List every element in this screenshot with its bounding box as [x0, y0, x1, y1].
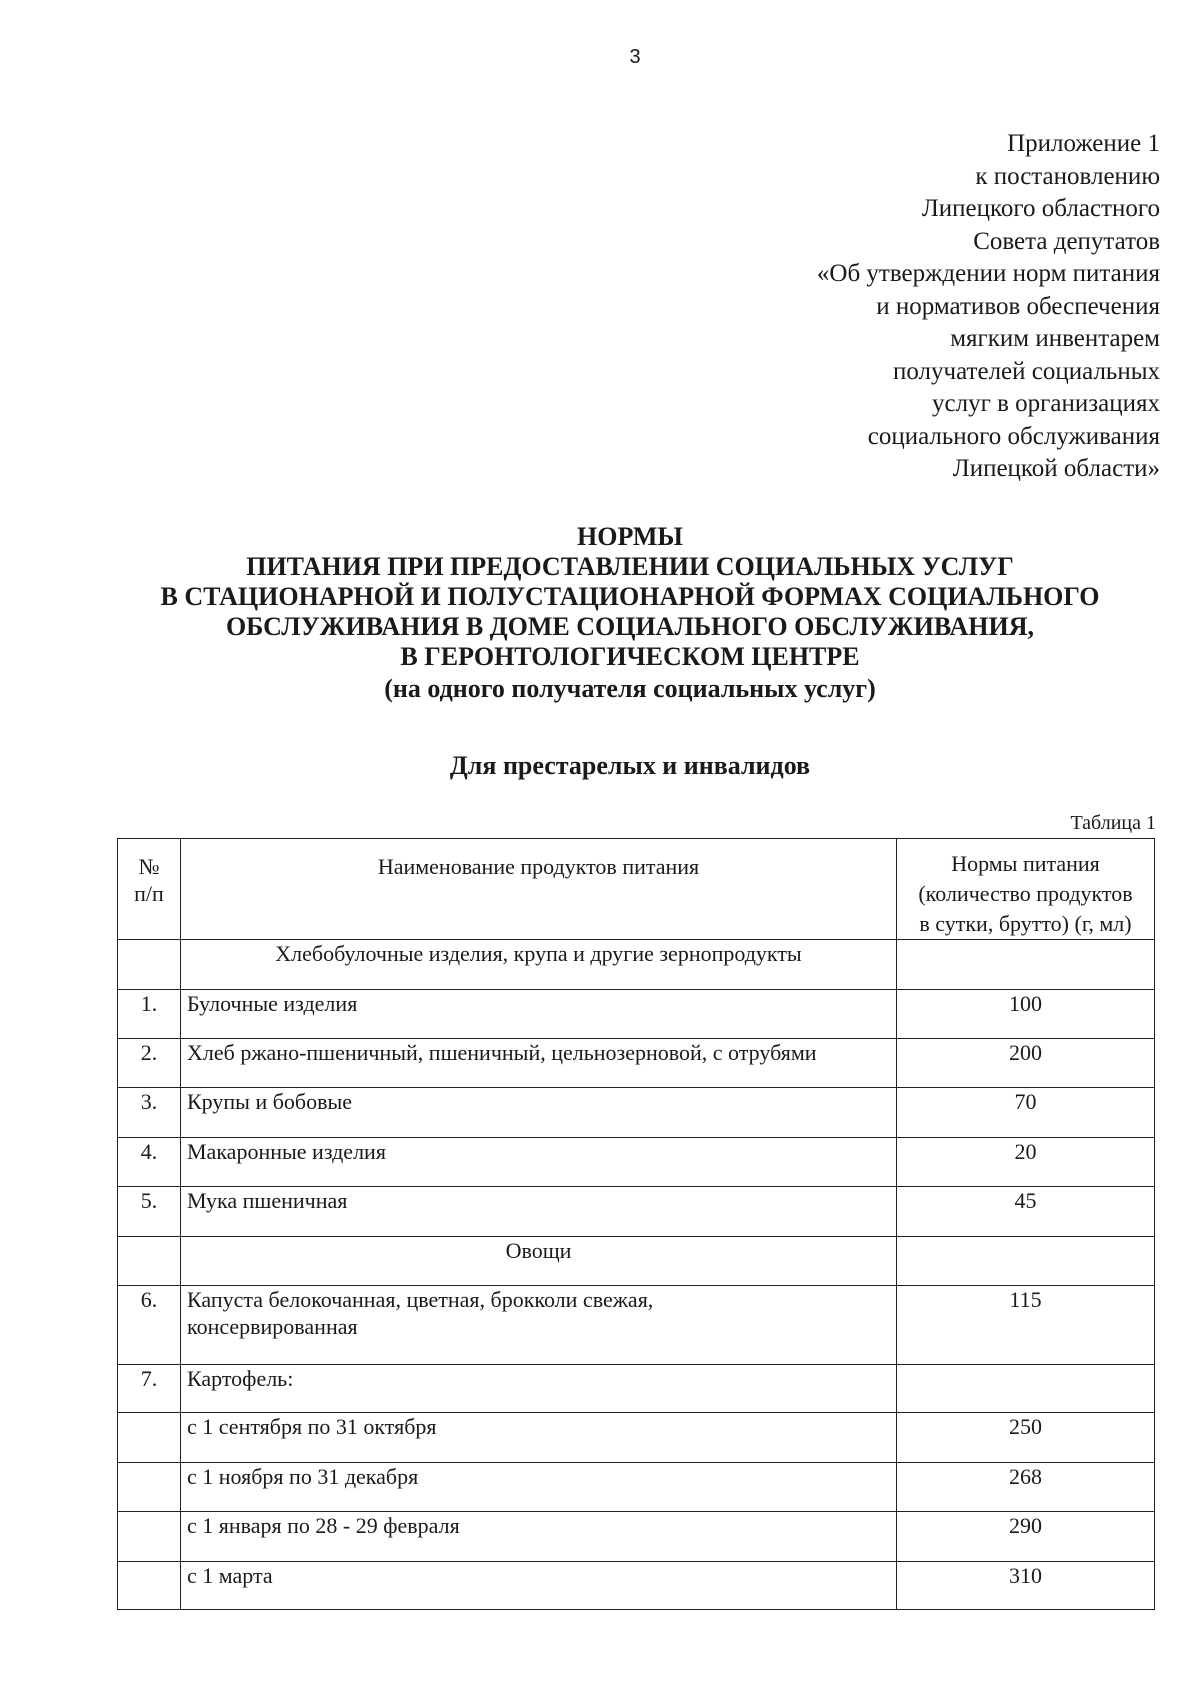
empty-cell — [118, 1237, 181, 1286]
appendix-line: Липецкого областного — [921, 195, 1160, 222]
appendix-line: Приложение 1 — [1007, 130, 1160, 157]
empty-cell — [118, 1413, 181, 1463]
header-norm-line: Нормы питания — [951, 851, 1100, 876]
table-row — [118, 1088, 1155, 1138]
title-line: ПИТАНИЯ ПРИ ПРЕДОСТАВЛЕНИИ СОЦИАЛЬНЫХ УСЛУГ — [246, 552, 1014, 581]
row-value: 250 — [897, 1413, 1155, 1463]
title-line: НОРМЫ — [577, 522, 683, 551]
table-group-row — [118, 940, 1155, 990]
table-row — [118, 1138, 1155, 1187]
table-row — [118, 1365, 1155, 1413]
group-label: Хлебобулочные изделия, крупа и другие зернопродукты — [181, 940, 897, 990]
appendix-line: мягким инвентарем — [950, 325, 1160, 352]
appendix-line: услуг в организациях — [932, 390, 1160, 417]
table-row — [118, 1039, 1155, 1088]
row-value: 268 — [897, 1463, 1155, 1512]
table-label: Таблица 1 — [1070, 812, 1156, 834]
row-name: с 1 ноября по 31 декабря — [181, 1463, 897, 1512]
empty-cell — [118, 1512, 181, 1562]
header-num-line: № — [138, 854, 160, 879]
row-name-line: консервированная — [187, 1314, 358, 1339]
row-num: 7. — [118, 1365, 181, 1413]
empty-cell — [897, 940, 1155, 990]
group-label: Овощи — [181, 1237, 897, 1286]
title-line: В ГЕРОНТОЛОГИЧЕСКОМ ЦЕНТРЕ — [400, 642, 860, 671]
row-name: Картофель: — [181, 1365, 897, 1413]
row-value: 200 — [897, 1039, 1155, 1088]
table-row — [118, 1463, 1155, 1512]
row-name: с 1 января по 28 - 29 февраля — [181, 1512, 897, 1562]
row-name: Мука пшеничная — [181, 1187, 897, 1237]
page-number: 3 — [629, 46, 641, 68]
table-header-row — [118, 839, 1155, 940]
header-norm-line: в сутки, брутто) (г, мл) — [919, 911, 1132, 936]
row-num: 6. — [118, 1286, 181, 1365]
empty-cell — [118, 940, 181, 990]
row-num: 5. — [118, 1187, 181, 1237]
table-row — [118, 1187, 1155, 1237]
table-row — [118, 1286, 1155, 1365]
row-name: Макаронные изделия — [181, 1138, 897, 1187]
appendix-line: социального обслуживания — [867, 422, 1160, 450]
empty-cell — [118, 1463, 181, 1512]
appendix-line: «Об утверждении норм питания — [816, 260, 1160, 287]
row-value: 310 — [897, 1562, 1155, 1610]
row-name: Булочные изделия — [181, 990, 897, 1039]
row-name: с 1 марта — [181, 1562, 897, 1610]
food-norms-table — [117, 838, 1155, 1610]
table-row — [118, 1562, 1155, 1610]
row-value: 100 — [897, 990, 1155, 1039]
empty-cell — [897, 1365, 1155, 1413]
section-heading: Для престарелых и инвалидов — [449, 751, 811, 780]
document-title — [60, 522, 1200, 704]
row-value: 20 — [897, 1138, 1155, 1187]
empty-cell — [118, 1562, 181, 1610]
document-subtitle: (на одного получателя социальных услуг) — [384, 674, 876, 703]
row-name: Крупы и бобовые — [181, 1088, 897, 1138]
row-value: 290 — [897, 1512, 1155, 1562]
table-row — [118, 1413, 1155, 1463]
row-name — [181, 1286, 897, 1365]
table-row — [118, 1512, 1155, 1562]
header-num-line: п/п — [134, 881, 164, 906]
title-line: В СТАЦИОНАРНОЙ И ПОЛУСТАЦИОНАРНОЙ ФОРМАХ СОЦИАЛЬНОГО — [160, 582, 1100, 611]
empty-cell — [897, 1237, 1155, 1286]
appendix-line: и нормативов обеспечения — [876, 292, 1160, 320]
row-name: с 1 сентября по 31 октября — [181, 1413, 897, 1463]
title-line: ОБСЛУЖИВАНИЯ В ДОМЕ СОЦИАЛЬНОГО ОБСЛУЖИВАНИЯ, — [225, 612, 1035, 641]
header-name-cell: Наименование продуктов питания — [181, 839, 897, 940]
table-row — [118, 990, 1155, 1039]
appendix-line: Липецкой области» — [952, 455, 1160, 482]
row-num: 2. — [118, 1039, 181, 1088]
row-num: 3. — [118, 1088, 181, 1138]
appendix-line: Совета депутатов — [973, 227, 1160, 255]
header-norm-cell — [897, 839, 1155, 940]
table-group-row — [118, 1237, 1155, 1286]
appendix-line: получателей социальных — [893, 357, 1160, 385]
header-norm-line: (количество продуктов — [918, 881, 1133, 906]
row-name: Хлеб ржано-пшеничный, пшеничный, цельнозерновой, с отрубями — [181, 1039, 897, 1088]
header-num-cell — [118, 839, 181, 940]
appendix-line: к постановлению — [975, 162, 1160, 190]
row-value: 115 — [897, 1286, 1155, 1365]
row-num: 1. — [118, 990, 181, 1039]
appendix-block — [600, 128, 1160, 486]
row-value: 45 — [897, 1187, 1155, 1237]
row-name-line: Капуста белокочанная, цветная, брокколи свежая, — [187, 1287, 654, 1312]
row-value: 70 — [897, 1088, 1155, 1138]
row-num: 4. — [118, 1138, 181, 1187]
